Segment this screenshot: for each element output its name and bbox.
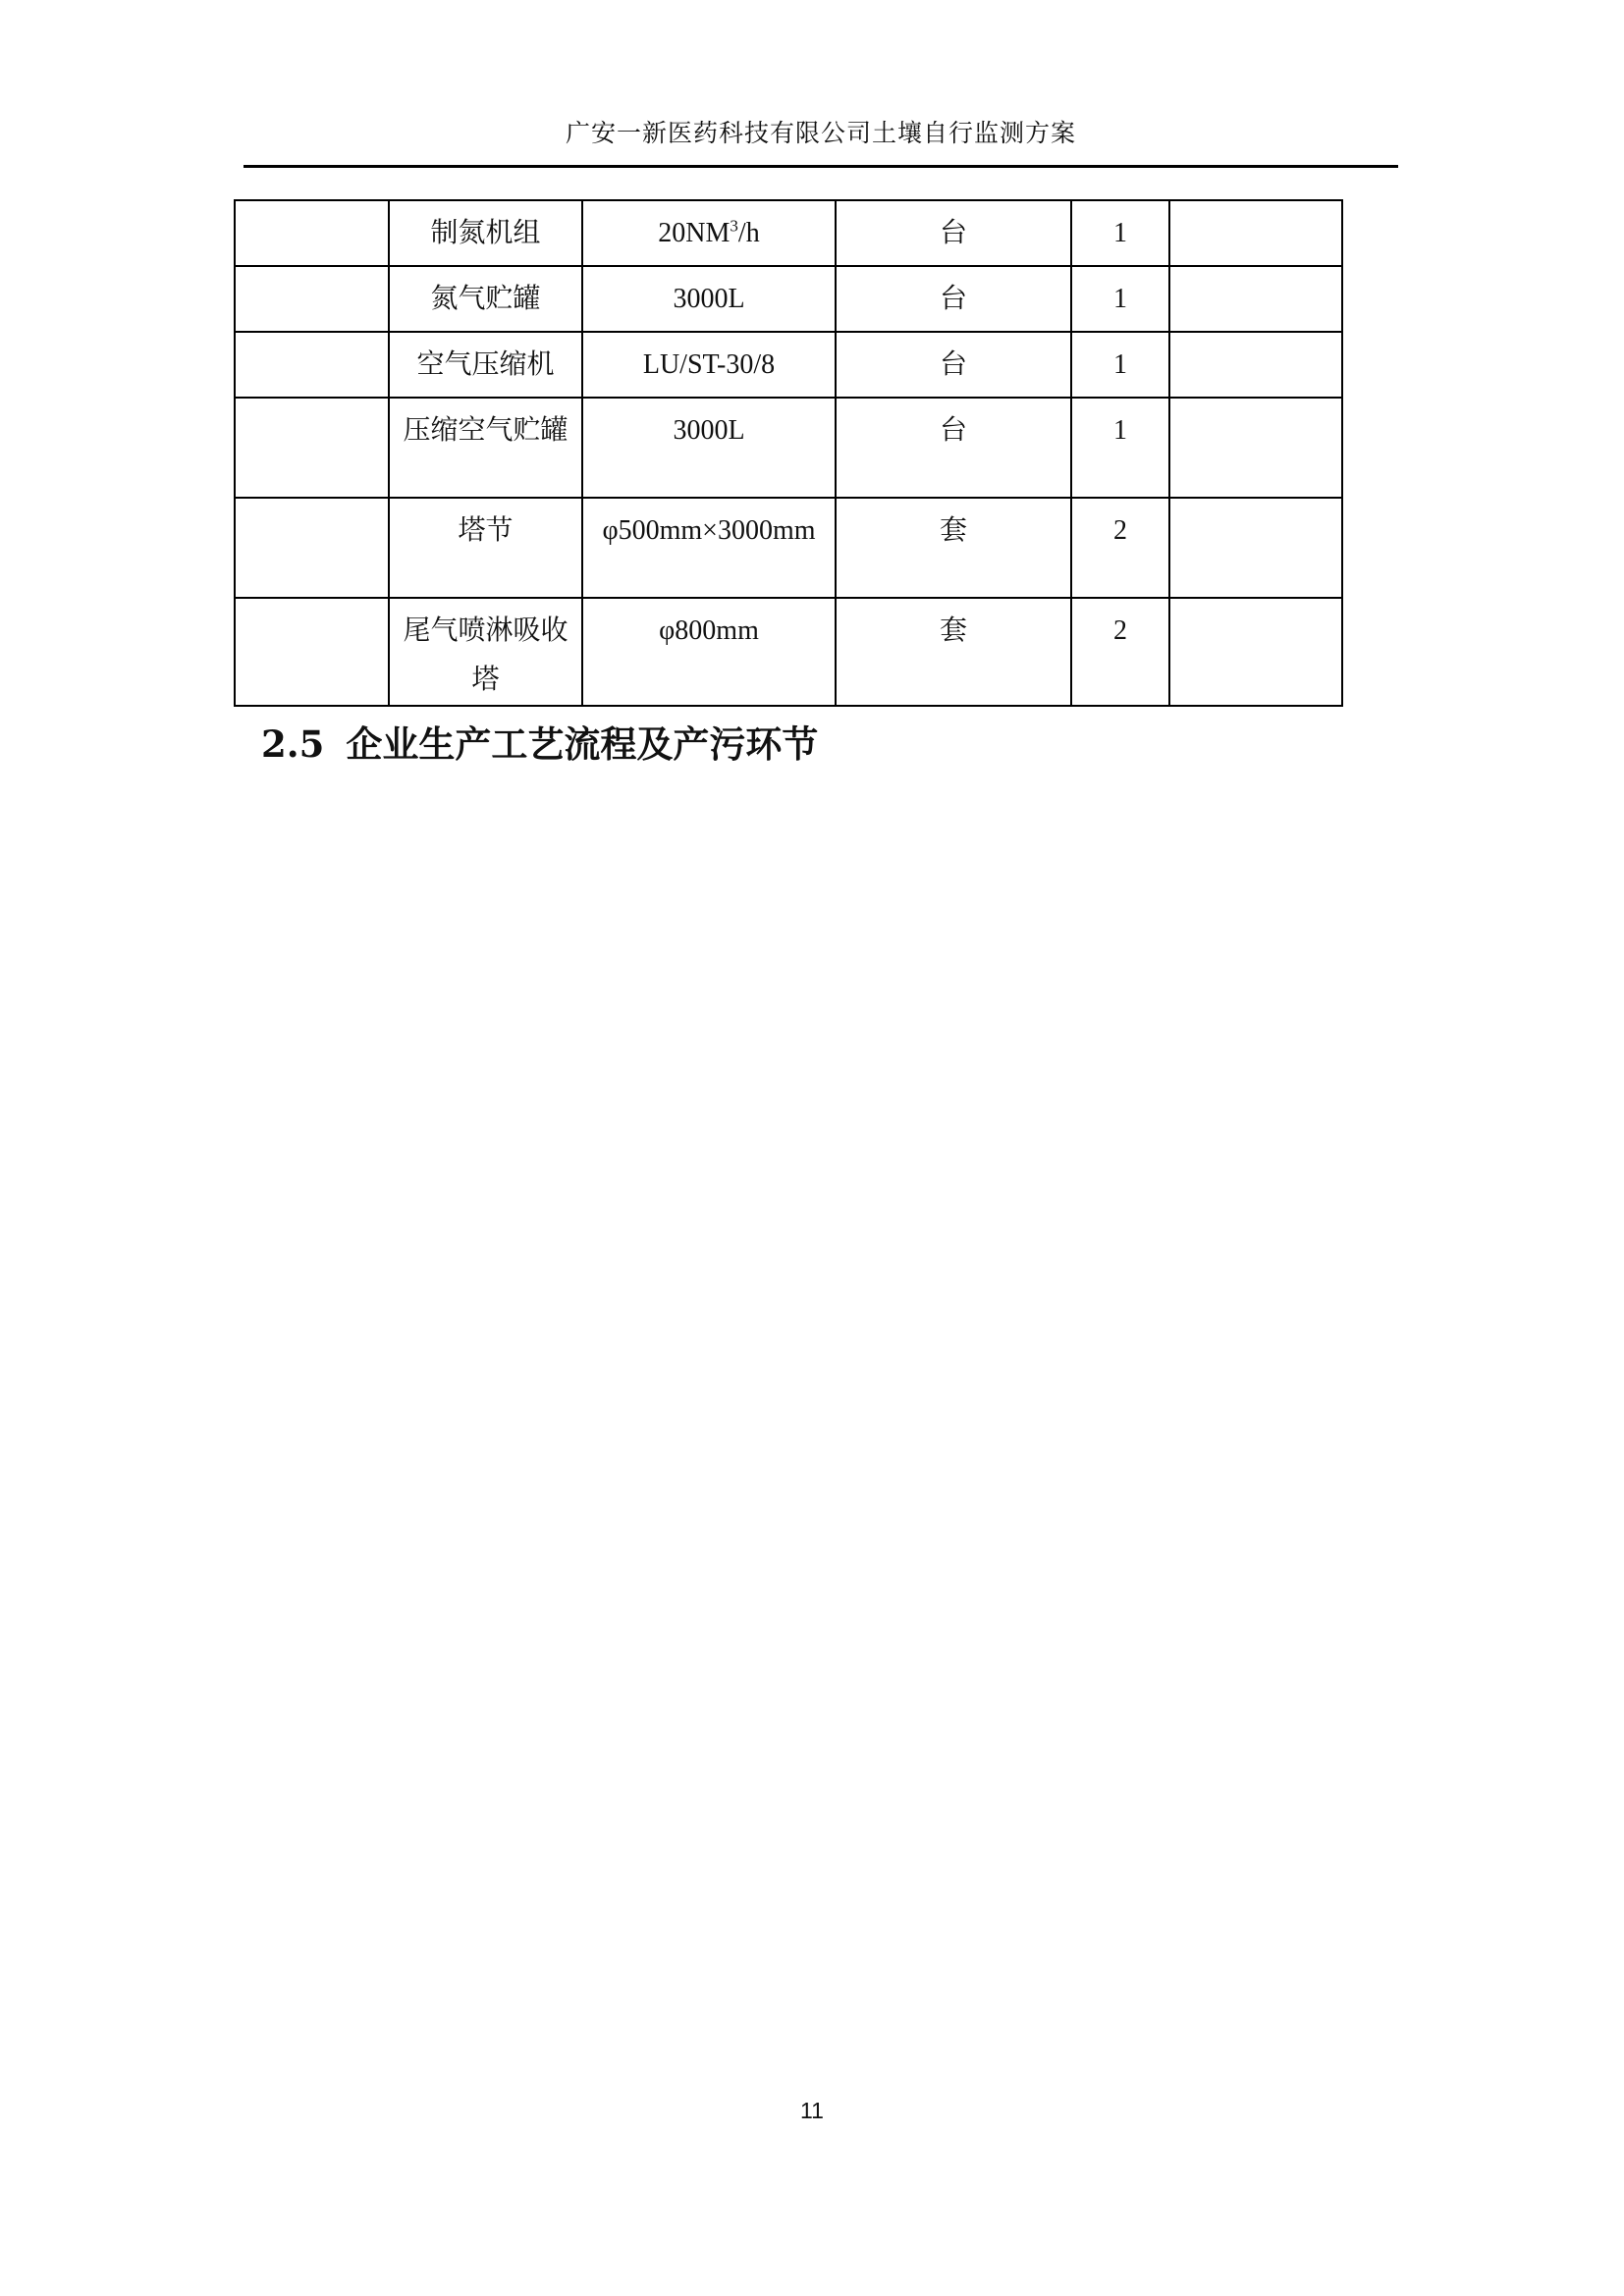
- table-cell-name: 空气压缩机: [389, 332, 582, 398]
- table-cell-unit: 台: [836, 266, 1071, 332]
- table-row: [235, 398, 1342, 498]
- equipment-table: [234, 199, 1343, 707]
- table-row: [235, 200, 1342, 266]
- spec-tail-text: /h: [737, 218, 760, 248]
- spec-main-text: 20NM: [658, 218, 731, 248]
- table-cell-category: [235, 598, 389, 706]
- table-row: [235, 266, 1342, 332]
- table-cell-name: 尾气喷淋吸收塔: [389, 598, 582, 706]
- table-cell-quantity: 2: [1071, 498, 1169, 598]
- table-cell-category: [235, 200, 389, 266]
- table-cell-category: [235, 332, 389, 398]
- table-cell-unit: 套: [836, 598, 1071, 706]
- table-cell-remark: [1169, 266, 1342, 332]
- table-row: [235, 332, 1342, 398]
- table-row: [235, 598, 1342, 706]
- table-cell-unit: 台: [836, 200, 1071, 266]
- table-cell-remark: [1169, 332, 1342, 398]
- table-cell-quantity: 1: [1071, 398, 1169, 498]
- header-divider: [244, 165, 1398, 168]
- page-header-title: 广安一新医药科技有限公司土壤自行监测方案: [565, 121, 1076, 147]
- table-cell-quantity: 1: [1071, 266, 1169, 332]
- table-cell-category: [235, 266, 389, 332]
- table-cell-category: [235, 498, 389, 598]
- table-cell-spec: 3000L: [582, 266, 836, 332]
- table-cell-remark: [1169, 398, 1342, 498]
- table-cell-remark: [1169, 498, 1342, 598]
- table-cell-spec: LU/ST-30/8: [582, 332, 836, 398]
- table-cell-unit: 套: [836, 498, 1071, 598]
- table-row: [235, 498, 1342, 598]
- section-title: 企业生产工艺流程及产污环节: [346, 722, 819, 766]
- table-cell-name: 压缩空气贮罐: [389, 398, 582, 498]
- table-cell-spec: 3000L: [582, 398, 836, 498]
- table-cell-unit: 台: [836, 332, 1071, 398]
- section-heading: [261, 715, 818, 768]
- table-cell-unit: 台: [836, 398, 1071, 498]
- spec-superscript: 3: [730, 216, 738, 236]
- table-cell-spec: φ500mm×3000mm: [582, 498, 836, 598]
- section-number: 2.5: [261, 722, 325, 766]
- table-cell-name: 氮气贮罐: [389, 266, 582, 332]
- table-cell-remark: [1169, 200, 1342, 266]
- table-cell-category: [235, 398, 389, 498]
- table-cell-name: 制氮机组: [389, 200, 582, 266]
- table-cell-spec: [582, 200, 836, 266]
- table-cell-name: 塔节: [389, 498, 582, 598]
- page-number: 11: [800, 2098, 824, 2123]
- table-cell-quantity: 1: [1071, 200, 1169, 266]
- table-cell-remark: [1169, 598, 1342, 706]
- table-cell-quantity: 1: [1071, 332, 1169, 398]
- table-cell-spec: φ800mm: [582, 598, 836, 706]
- table-cell-quantity: 2: [1071, 598, 1169, 706]
